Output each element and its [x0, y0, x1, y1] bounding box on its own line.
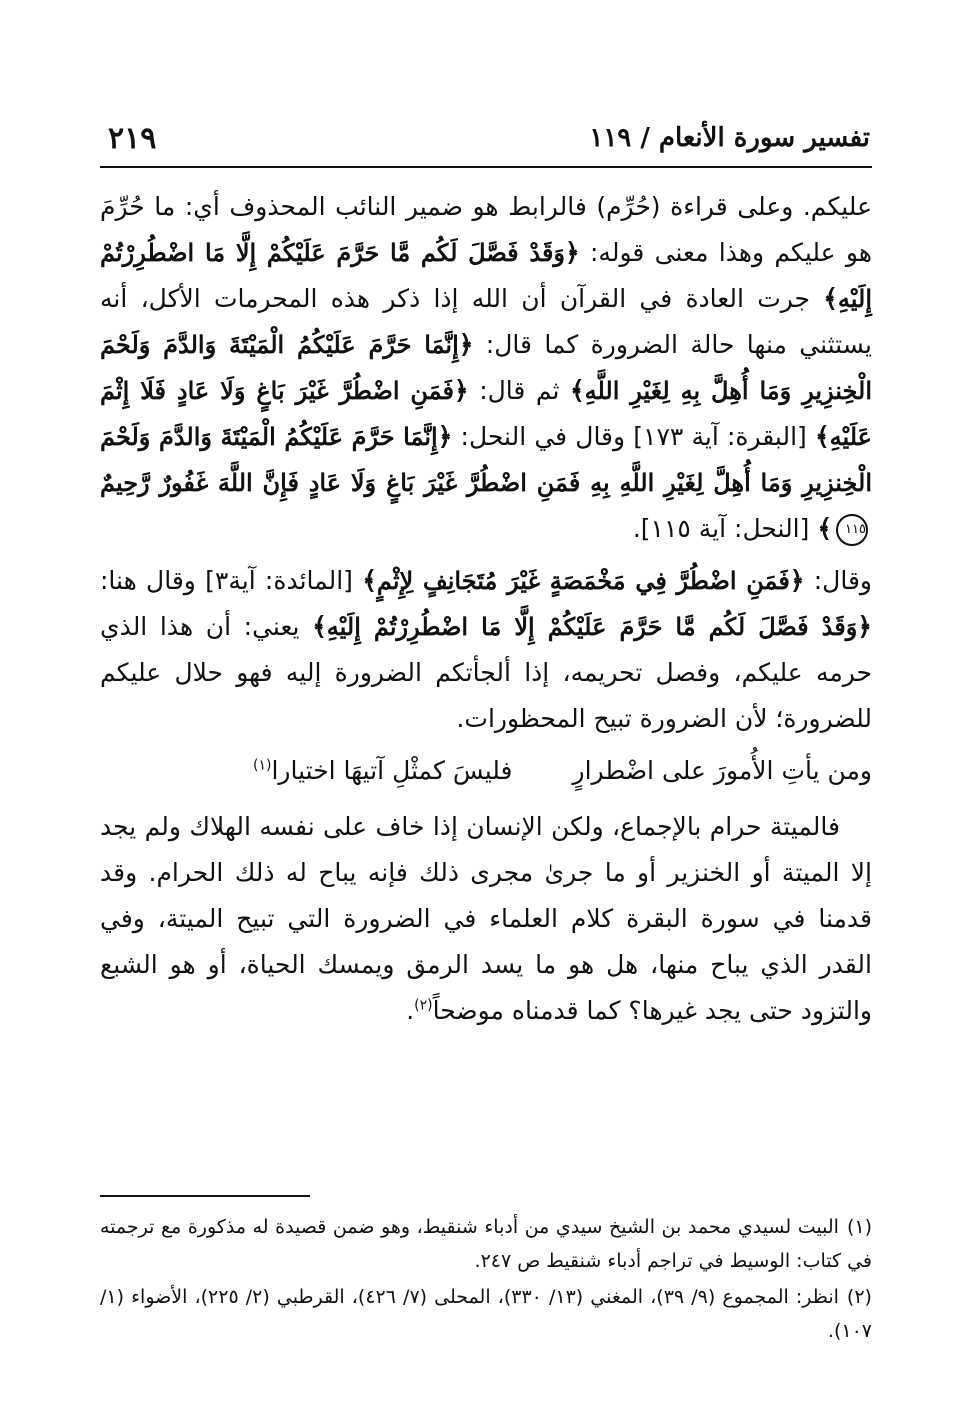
- footnotes: [100, 1210, 872, 1350]
- paragraph-3: [100, 804, 872, 1034]
- footnote-2-text: انظر: المجموع (٩/ ٣٩)، المغني (١٣/ ٣٣٠)، المحلى (٧/ ٤٢٦)، القرطبي (٢/ ٢٢٥)، الأضواء (١/ ١٠٧).: [100, 1286, 872, 1342]
- main-text: [100, 184, 872, 1034]
- ornate-bracket-close: ﴾: [312, 612, 327, 641]
- poetry-verse: [100, 748, 872, 794]
- paragraph-text: [المائدة: آية٣] وقال هنا:: [100, 566, 363, 595]
- ornate-bracket-open: ﴿: [437, 422, 453, 451]
- footnote-ref-1: (١): [253, 757, 272, 774]
- ornate-bracket-close: ﴾: [814, 422, 830, 451]
- quran-quote: إِنَّمَا حَرَّمَ عَلَيْكُمُ الْمَيْتَةَ وَالدَّمَ وَلَحْمَ الْخِنزِيرِ وَمَا أُهِلَّ لِغَيْرِ اللَّهِ بِهِ فَمَنِ اضْطُرَّ غَيْرَ بَاغٍ وَلَا عَادٍ فَإِنَّ اللَّهَ غَفُورٌ رَّحِيمٌ: [100, 422, 872, 497]
- quran-quote: وَقَدْ فَصَّلَ لَكُم مَّا حَرَّمَ عَلَيْكُمْ إِلَّا مَا اضْطُرِرْتُمْ إِلَيْهِ: [326, 612, 858, 641]
- footnote-2-number: (٢): [846, 1286, 872, 1308]
- ornate-bracket-close: ﴾: [817, 514, 832, 543]
- paragraph-3-end: .: [406, 996, 415, 1025]
- paragraph-3-text: فالميتة حرام بالإجماع، ولكن الإنسان إذا خاف على نفسه الهلاك ولم يجد إلا الميتة أو الخنزير أو ما جرىٰ مجرى ذلك فإنه يباح له ذلك الحرام. وقد قدمنا في سورة البقرة كلام العلماء في الضرورة التي تبيح الميتة، وفي القدر الذي يباح منها، هل هو ما يسد الرمق ويمسك الحياة، أو هو الشبع والتزود حتى يجد غيرها؟ كما قدمناه موضحاً: [100, 812, 872, 1025]
- paragraph-text: جرت العادة في القرآن أن الله إذا ذكر هذه المحرمات الأكل، أنه يستثني منها حالة الضرورة كما قال:: [100, 284, 872, 359]
- ornate-bracket-close: ﴾: [823, 284, 838, 313]
- ornate-bracket-open: ﴿: [789, 566, 805, 595]
- verse-first-hemistich: ومن يأتِ الأُمورَ على اضْطرارٍ: [572, 756, 872, 785]
- ornate-bracket-open: ﴿: [857, 612, 872, 641]
- quran-quote: فَمَنِ اضْطُرَّ فِي مَخْمَصَةٍ غَيْرَ مُتَجَانِفٍ لِإِثْمٍ: [376, 566, 790, 595]
- verse-second-hemistich: فليسَ كمثْلِ آتيهَا اختيارا: [271, 756, 513, 785]
- paragraph-text: وقال:: [804, 566, 872, 595]
- ayah-number-marker: ١١٥: [836, 514, 868, 546]
- footnote-1: [100, 1210, 872, 1278]
- page-header: [100, 110, 872, 168]
- paragraph-text: يعني: أن هذا الذي حرمه عليكم، وفصل تحريمه، إذا ألجأتكم الضرورة إليه فهو حلال عليكم للضرورة؛ لأن الضرورة تبيح المحظورات.: [100, 612, 872, 733]
- footnote-ref-2: (٢): [414, 997, 433, 1014]
- paragraph-1: [100, 184, 872, 552]
- ornate-bracket-open: ﴿: [458, 330, 474, 359]
- quran-quote: إِنَّمَا حَرَّمَ عَلَيْكُمُ الْمَيْتَةَ وَالدَّمَ وَلَحْمَ الْخِنزِيرِ وَمَا أُهِلَّ بِهِ لِغَيْرِ اللَّهِ: [100, 330, 873, 405]
- running-title: تفسير سورة الأنعام / ١١٩: [589, 123, 870, 153]
- footnote-2: [100, 1280, 872, 1348]
- verse-second-hemistich-wrap: [253, 748, 513, 794]
- paragraph-text: [النحل: آية ١١٥].: [632, 514, 818, 543]
- ornate-bracket-close: ﴾: [569, 376, 585, 405]
- ornate-bracket-open: ﴿: [565, 238, 580, 267]
- footnote-1-number: (١): [846, 1216, 872, 1238]
- quran-quote: فَمَنِ اضْطُرَّ غَيْرَ بَاغٍ وَلَا عَادٍ فَلَا إِثْمَ عَلَيْهِ: [100, 376, 872, 451]
- ornate-bracket-close: ﴾: [362, 566, 377, 595]
- paragraph-text: عليكم. وعلى قراءة (حُرِّم) فالرابط هو ضمير النائب المحذوف أي: ما حُرِّمَ هو عليكم وهذا معنى قوله:: [100, 192, 873, 267]
- paragraph-2: [100, 558, 872, 742]
- paragraph-text: [البقرة: آية ١٧٣] وقال في النحل:: [452, 422, 815, 451]
- paragraph-text: ثم قال:: [468, 376, 570, 405]
- footnote-divider: [100, 1195, 310, 1197]
- book-page: [100, 110, 872, 1370]
- ornate-bracket-open: ﴿: [454, 376, 469, 405]
- footnote-1-text: البيت لسيدي محمد بن الشيخ سيدي من أدباء شنقيط، وهو ضمن قصيدة له مذكورة مع ترجمته في كتاب: الوسيط في تراجم أدباء شنقيط ص ٢٤٧.: [100, 1216, 872, 1272]
- page-number: ٢١٩: [108, 120, 157, 156]
- quran-quote: وَقَدْ فَصَّلَ لَكُم مَّا حَرَّمَ عَلَيْكُمْ إِلَّا مَا اضْطُرِرْتُمْ إِلَيْهِ: [100, 238, 872, 313]
